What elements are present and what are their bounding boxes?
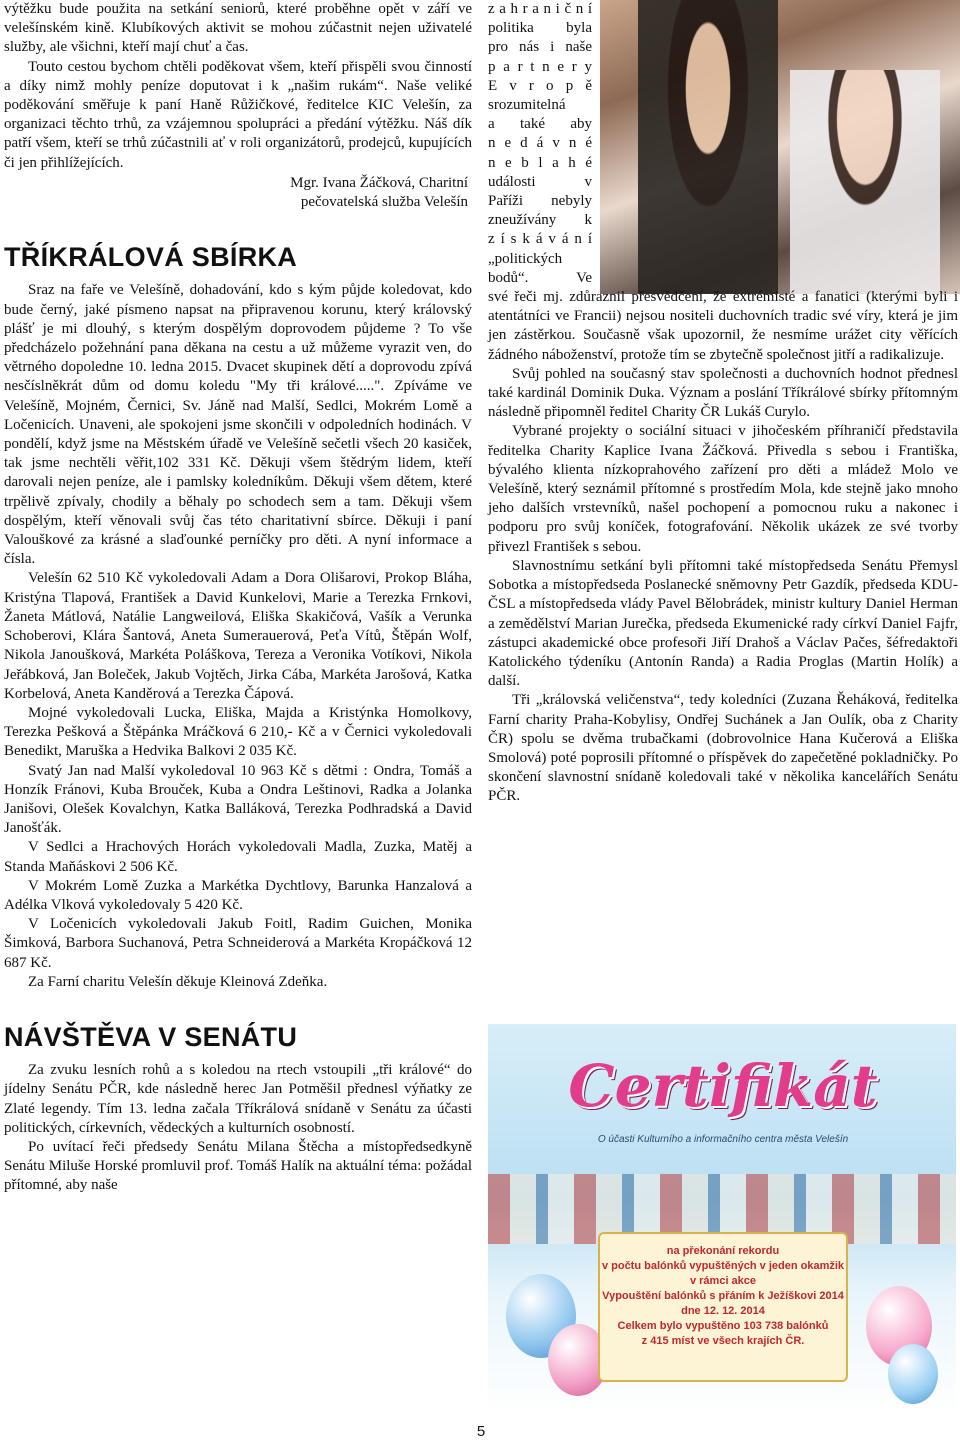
- sbirka-paragraph-2: Velešín 62 510 Kč vykoledovali Adam a Dora Olišarovi, Prokop Bláha, Kristýna Tlapová, František a David Kunkelovi, Marie a Terezka Frnkovi, Žaneta Mátlová, Natálie Langweilová, Eliška Skakičová, Vašík a Verunka Schoberovi, Klára Šantová, Aneta Sumerauerová, Peťa Vítů, Štěpán Wolf, Nikola Janoušková, Markéta Poláškova, Tereza a Veronika Votíkovi, Nikola Jeřábková, Jan Boleček, Jakub Vojtěch, Jirka Cába, Markéta Jarošová, Katka Korbelová, Aneta Kanděrová a Terezka Čápová.: [4, 570, 472, 702]
- certificate-line: v počtu balónků vypuštěných v jeden okamžik: [601, 1260, 845, 1272]
- narrow-line: pro nás i naše: [488, 39, 592, 56]
- narrow-line: n e b l a h é: [488, 154, 592, 171]
- narrow-line: „politických: [488, 250, 563, 267]
- narrow-line: a také aby: [488, 116, 592, 133]
- sbirka-paragraph-5: V Sedlci a Hrachových Horách vykoledovali Madla, Zuzka, Matěj a Standa Maňáskovi 2 506 Kč.: [4, 839, 472, 875]
- right-flow-text: [488, 288, 958, 806]
- left-column: [4, 0, 472, 1196]
- heading-navsteva-v-senatu: NÁVŠTĚVA V SENÁTU: [4, 1021, 298, 1052]
- balloon-icon: [888, 1344, 938, 1404]
- right-paragraph-5: Tři „královská veličenstva“, tedy koledníci (Zuzana Řeháková, ředitelka Farní charity Praha-Kobylisy, Ondřej Suchánek a Jan Oulík, oba z Charity ČR) spolu se dvěma trubačkami (dobrovolnice Hana Kučerová a Eliška Smolová) poté poprosili přítomné o příspěvek do zapečetěné pokladničky. Po skončení slavnostní snídaně koledovali také v několika kancelářích Senátu PČR.: [488, 692, 958, 805]
- narrow-line: Paříži nebyly: [488, 193, 592, 210]
- narrow-line: bodů“. Ve: [488, 269, 592, 286]
- narrow-text-block: [488, 0, 592, 288]
- page-number: 5: [476, 1423, 486, 1440]
- signature-line-1: Mgr. Ivana Žáčková, Charitní: [290, 174, 468, 191]
- sbirka-paragraph-8: Za Farní charitu Velešín děkuje Kleinová Zdeňka.: [28, 973, 328, 990]
- narrow-line: události v: [488, 173, 592, 190]
- narrow-line: zneužívány k: [488, 212, 592, 229]
- narrow-line: z í s k á v á n í: [488, 231, 592, 248]
- narrow-line: p a r t n e r y: [488, 58, 592, 75]
- heading-trikralova-sbirka: TŘÍKRÁLOVÁ SBÍRKA: [4, 242, 298, 273]
- right-paragraph-4: Slavnostnímu setkání byli přítomni také místopředseda Senátu Přemysl Sobotka a místopředseda Poslanecké sněmovny Petr Gazdík, předseda KDU-ČSL a místopředseda vlády Pavel Bělobrádek, ministr kultury Daniel Herman a zemědělství Marian Jurečka, předseda Ekumenické rady církví Daniel Fajfr, zástupci akademické obce profesoři Jiří Drahoš a Václav Pačes, šéfredaktoři Katolického týdeníku (Antonín Randa) a Radia Proglas (Martin Holík) a další.: [488, 557, 958, 690]
- intro-paragraph-1: výtěžku bude použita na setkání seniorů, které proběhne opět v září ve velešínském kině. Klubíkových aktivit se mohou zúčastnit nejen uživatelé služby, ale všichni, kteří mají chuť a čas.: [4, 1, 472, 56]
- senat-paragraph-1: Za zvuku lesních rohů a s koledou na rtech vstoupili „tři králové“ do jídelny Senátu PČR, kde následně herec Jan Potměšil přednesl výňatky ze Zlaté legendy. Tím 13. ledna začala Tříkrálová snídaně v Senátu za účasti politických, církevních, vědeckých a kulturních osobností.: [4, 1062, 472, 1136]
- signature-line-2: pečovatelská služba Velešín: [300, 194, 468, 211]
- sbirka-paragraph-1: Sraz na faře ve Velešíně, dohadování, kdo s kým půjde koledovat, kdo bude černý, jaké písmeno napsat na připravenou korunu, který královský plášť je mi dlouhý, s kterým dospělým doprovodem půjdeme ? To vše předcházelo požehnání pana děkana na cestu a už můžeme vyrazit ven, do větrného dopoledne 10. ledna 2015. Dvacet skupinek dětí a doprovodu zpívá nesčíslněkrát dům od domu koledu "My tři králové.....". Zpíváme ve Velešíně, Mojném, Černici, Sv. Jáně nad Malší, Sedlci, Mokrém Lomě a Ločenicích. Unaveni, ale spokojeni jsme skončili v odpoledních hodinách. V pondělí, když jsme na Městském úřadě ve Velešíně sečetli všech 20 kasiček, tak jsme nechtěli věřit,102 331 Kč. Děkuji všem štědrým lidem, kteří darovali nejen peníze, ale i pamlsky koledníkům. Děkuji všem dětem, které trpělivě zpívaly, chodily a běhaly po schodech sem a tam. Děkuji všem dospělým, kteří věnovali svůj čas této charitativní sbírce. Děkuji i paní Valouškové za krásné a slaďounké perníčky pro děti. A nyní informace a čísla.: [4, 282, 472, 568]
- sbirka-paragraph-3: Mojné vykoledovali Lucka, Eliška, Majda a Kristýnka Homolkovy, Terezka Pešková a Štěpánka Mráčková 6 210,- Kč a v Černici vykoledovali Benedikt, Maruška a Hedvika Balkovi 2 035 Kč.: [4, 704, 472, 760]
- certificate-line: na překonání rekordu: [666, 1245, 780, 1257]
- right-paragraph-1: své řeči mj. zdůraznil přesvědčení, že extrémisté a fanatici (kterými byli i atentátníci ve Francii) nejsou nositeli duchovních tradic své víry, která je jim jen zástěrkou. Současně však upozornil, že nesmíme urážet city věřících žádného náboženství, protože tím se zbytečně společnost jitří a radikalizuje.: [488, 289, 958, 363]
- certificate-image: [488, 1024, 956, 1414]
- right-paragraph-3: Vybrané projekty o sociální situaci v jihočeském příhraničí představila ředitelka Charity Kaplice Ivana Žáčková. Přivedla s sebou i Františka, bývalého klienta nízkoprahového zařízení pro děti a mládež Molo ve Velešíně, který seznámil přítomné s prostředím Mola, kde stejně jako mnoho jeho dalších vrstevníků, našel pochopení a pomocnou ruku a nakonec i podporu pro svůj koníček, fotografování. Několik ukázek ze své tvorby přivezl František s sebou.: [488, 423, 958, 555]
- narrow-line: z a h r a n i č n í: [488, 1, 592, 17]
- narrow-line: politika byla: [488, 20, 592, 37]
- sbirka-paragraph-7: V Ločenicích vykoledovali Jakub Foitl, Radim Guichen, Monika Šimková, Barbora Suchanová, Petra Schneiderová a Markéta Kropáčková 12 687 Kč.: [4, 916, 472, 971]
- senat-paragraph-2: Po uvítací řeči předsedy Senátu Milana Štěcha a místopředsedkyně Senátu Miluše Horské promluvil prof. Tomáš Halík na aktuální téma: požádal přítomné, aby naše: [4, 1138, 472, 1194]
- right-paragraph-2: Svůj pohled na současný stav společnosti a duchovních hodnot přednesl také kardinál Dominik Duka. Význam a poslání Tříkrálové sbírky přítomným následně připomněl ředitel Charity ČR Lukáš Curylo.: [488, 365, 958, 421]
- certificate-subtitle: O účasti Kulturního a informačního centra města Velešín: [597, 1134, 849, 1145]
- sbirka-paragraph-4: Svatý Jan nad Malší vykoledoval 10 963 Kč s dětmi : Ondra, Tomáš a Honzík Fránovi, Kuba Brouček, Kuba a Ondra Leštinovi, Radka a Jolanka Janišovi, Olešek Kovalchyn, Katka Balláková, Terezka Podhradská a David Janošťák.: [4, 762, 472, 837]
- narrow-line: E v r o p ě: [488, 77, 592, 94]
- right-column: [488, 0, 958, 807]
- narrow-line: srozumitelná: [488, 97, 566, 114]
- certificate-line: dne 12. 12. 2014: [681, 1305, 765, 1317]
- certificate-line: Celkem bylo vypuštěno 103 738 balónků: [617, 1320, 829, 1332]
- certificate-line: Vypouštění balónků s přáním k Ježíškovi 2014: [602, 1290, 844, 1302]
- certificate-line: v rámci akce: [689, 1275, 757, 1287]
- certificate-title: Certifikát: [568, 1052, 878, 1120]
- sbirka-paragraph-6: V Mokrém Lomě Zuzka a Markétka Dychtlovy, Barunka Hanzalová a Adélka Vlková vykoledovaly 5 420 Kč.: [4, 877, 472, 913]
- intro-paragraph-2: Touto cestou bychom chtěli poděkovat všem, kteří přispěli svou činností a díky nimž mohly peníze doputovat i k „našim rukám“. Naše veliké poděkování směřuje k paní Haně Růžičkové, ředitelce KIC Velešín, za organizaci těchto trhů, za vzájemnou spolupráci a předání výtěžku. Náš dík patří všem, kteří se trhů zúčastnili ať v roli organizátorů, prodejců, kupujících či jen přihlížejících.: [4, 58, 472, 171]
- certificate-text-box: [598, 1232, 848, 1382]
- certificate-line: z 415 míst ve všech krajích ČR.: [641, 1335, 805, 1347]
- narrow-line: n e d á v n é: [488, 135, 592, 152]
